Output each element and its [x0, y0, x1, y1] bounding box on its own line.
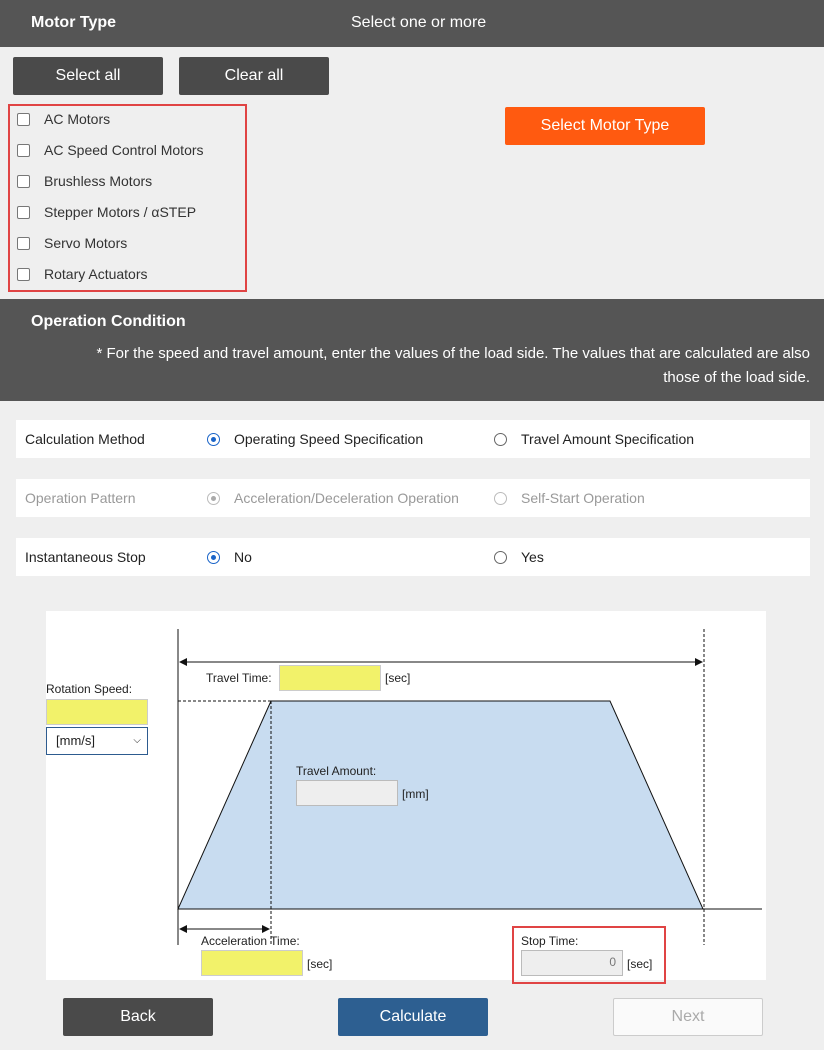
option-label: Travel Amount Specification	[521, 431, 695, 447]
checkbox-rotary-actuators[interactable]	[17, 268, 30, 281]
motor-type-title: Motor Type	[31, 14, 117, 31]
speed-unit-select[interactable]	[46, 727, 148, 755]
motor-item-brushless[interactable]	[17, 172, 152, 190]
option-label: Yes	[521, 549, 544, 565]
checkbox-ac-speed-control[interactable]	[17, 144, 30, 157]
motor-item-label: Stepper Motors / αSTEP	[44, 204, 197, 220]
motor-item-label: Servo Motors	[44, 235, 128, 251]
pattern-option-self-start	[494, 490, 645, 506]
stop-time-highlight	[512, 926, 666, 984]
radio-accel-decel	[207, 492, 220, 505]
radio-self-start	[494, 492, 507, 505]
next-button[interactable]: Next	[613, 998, 763, 1036]
operation-condition-title: Operation Condition	[31, 313, 186, 330]
motor-type-subtitle: Select one or more	[351, 14, 487, 31]
calc-method-option-speed[interactable]	[207, 431, 423, 447]
inst-stop-option-yes[interactable]	[494, 549, 544, 565]
motor-item-rotary[interactable]	[17, 265, 148, 283]
motor-item-stepper[interactable]	[17, 203, 196, 221]
radio-stop-yes[interactable]	[494, 551, 507, 564]
operation-condition-header	[0, 299, 824, 401]
calculation-method-row	[16, 420, 810, 458]
motor-item-label: Rotary Actuators	[44, 266, 148, 282]
motor-item-ac[interactable]	[17, 110, 110, 128]
travel-time-input[interactable]	[279, 665, 381, 691]
calculation-method-label: Calculation Method	[25, 431, 145, 447]
chevron-down-icon: ⌵	[133, 735, 141, 746]
instantaneous-stop-label: Instantaneous Stop	[25, 549, 146, 565]
select-motor-type-button[interactable]: Select Motor Type	[505, 107, 705, 145]
select-all-button[interactable]: Select all	[13, 57, 163, 95]
motor-item-label: AC Motors	[44, 111, 111, 127]
speed-unit-value: [mm/s]	[56, 733, 95, 748]
radio-travel-amount[interactable]	[494, 433, 507, 446]
rotation-speed-input[interactable]	[46, 699, 148, 725]
radio-stop-no[interactable]	[207, 551, 220, 564]
trapezoid-profile	[178, 701, 703, 909]
option-label: Acceleration/Deceleration Operation	[234, 490, 459, 506]
motor-item-ac-speed[interactable]	[17, 141, 204, 159]
instantaneous-stop-row	[16, 538, 810, 576]
motor-item-label: Brushless Motors	[44, 173, 153, 189]
option-label: Self-Start Operation	[521, 490, 645, 506]
acceleration-time-unit: [sec]	[307, 957, 333, 971]
travel-amount-label: Travel Amount:	[296, 764, 377, 778]
travel-time-label: Travel Time:	[206, 671, 272, 685]
calculate-button[interactable]: Calculate	[338, 998, 488, 1036]
checkbox-servo[interactable]	[17, 237, 30, 250]
travel-amount-output	[296, 780, 398, 806]
checkbox-stepper[interactable]	[17, 206, 30, 219]
acceleration-time-input[interactable]	[201, 950, 303, 976]
motor-item-servo[interactable]	[17, 234, 127, 252]
calc-method-option-travel[interactable]	[494, 431, 694, 447]
option-label: No	[234, 549, 252, 565]
acceleration-time-label: Acceleration Time:	[201, 934, 300, 948]
travel-amount-unit: [mm]	[402, 787, 429, 801]
checkbox-brushless[interactable]	[17, 175, 30, 188]
inst-stop-option-no[interactable]	[207, 549, 252, 565]
stop-time-unit: [sec]	[627, 957, 653, 971]
back-button[interactable]: Back	[63, 998, 213, 1036]
clear-all-button[interactable]: Clear all	[179, 57, 329, 95]
option-label: Operating Speed Specification	[234, 431, 424, 447]
pattern-option-accel	[207, 490, 459, 506]
stop-time-output: 0	[521, 950, 623, 976]
checkbox-ac-motors[interactable]	[17, 113, 30, 126]
operation-note-line1: * For the speed and travel amount, enter the values of the load side. The values that are calculated are also	[96, 345, 810, 362]
speed-profile-diagram	[46, 611, 766, 980]
operation-note-line2: those of the load side.	[663, 369, 810, 386]
stop-time-label: Stop Time:	[521, 934, 579, 948]
motor-type-header	[0, 0, 824, 47]
rotation-speed-label: Rotation Speed:	[46, 682, 133, 696]
motor-item-label: AC Speed Control Motors	[44, 142, 204, 158]
travel-time-unit: [sec]	[385, 671, 411, 685]
operation-pattern-row	[16, 479, 810, 517]
radio-operating-speed[interactable]	[207, 433, 220, 446]
operation-pattern-label: Operation Pattern	[25, 490, 136, 506]
motor-type-list-highlight	[8, 104, 247, 292]
